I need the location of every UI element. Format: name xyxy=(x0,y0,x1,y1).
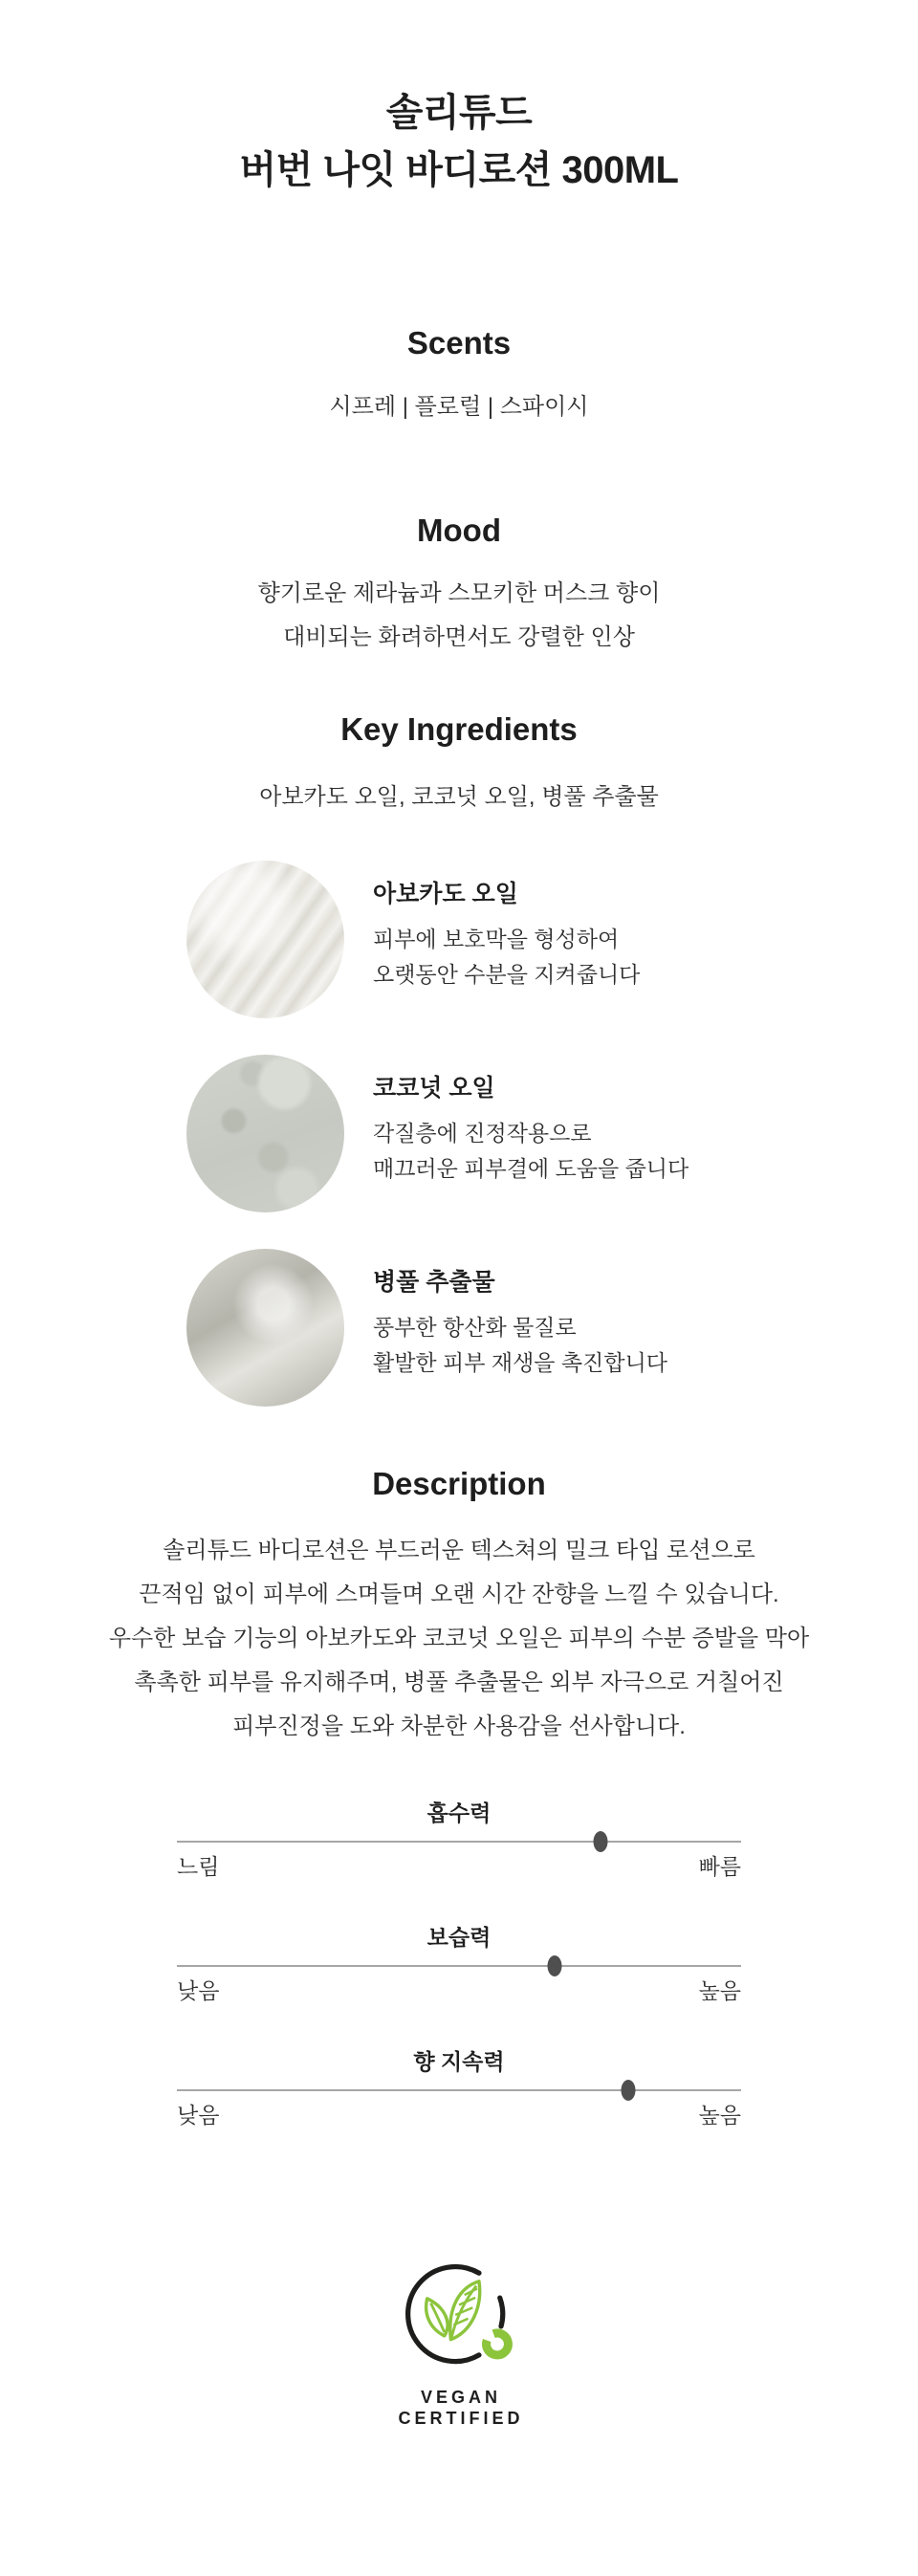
ingredient-name: 병풀 추출물 xyxy=(373,1269,495,1296)
slider-dot xyxy=(622,2080,636,2101)
key-ingredients-list xyxy=(0,861,918,1407)
slider-track xyxy=(177,1841,741,1843)
centella-extract-image xyxy=(186,1249,344,1407)
vegan-certified-badge xyxy=(0,2258,918,2429)
avocado-oil-image xyxy=(186,861,344,1018)
slider-scent-longevity xyxy=(177,2047,741,2129)
scents-heading: Scents xyxy=(406,325,512,360)
mood-text xyxy=(0,572,918,660)
slider-right-label: 빠름 xyxy=(698,1854,741,1879)
mood-heading: Mood xyxy=(417,513,501,548)
ingredient-description: 풍부한 항산화 물질로 활발한 피부 재생을 촉진합니다 xyxy=(373,1315,668,1375)
slider-dot xyxy=(548,1955,562,1976)
vegan-certified-label: VEGAN CERTIFIED xyxy=(398,2388,524,2428)
ingredient-name: 아보카도 오일 xyxy=(373,881,518,907)
slider-dot xyxy=(593,1831,607,1852)
slider-label: 향 지속력 xyxy=(413,2049,505,2074)
product-title-line1: 솔리튜드 xyxy=(385,92,533,134)
attribute-sliders xyxy=(0,1799,918,2129)
slider-absorbency xyxy=(177,1799,741,1881)
ingredient-row-centella-extract xyxy=(186,1249,918,1407)
key-ingredients-heading: Key Ingredients xyxy=(340,711,578,747)
slider-left-label: 낮음 xyxy=(177,2103,220,2128)
slider-label: 보습력 xyxy=(426,1925,492,1950)
scents-value: 시프레 | 플로럴 | 스파이시 xyxy=(329,394,589,420)
ingredient-row-avocado-oil xyxy=(186,861,918,1018)
ingredient-description: 각질층에 진정작용으로 매끄러운 피부결에 도움을 줍니다 xyxy=(373,1121,689,1181)
slider-track xyxy=(177,1965,741,1967)
description-heading: Description xyxy=(372,1466,546,1501)
mood-text-line1: 향기로운 제라늄과 스모키한 머스크 향이 xyxy=(257,580,661,606)
ingredient-description: 피부에 보호막을 형성하여 오랫동안 수분을 지켜줍니다 xyxy=(373,927,641,987)
slider-left-label: 낮음 xyxy=(177,1978,220,2003)
slider-right-label: 높음 xyxy=(698,1978,741,2003)
slider-right-label: 높음 xyxy=(698,2103,741,2128)
vegan-leaf-circle-icon xyxy=(399,2258,519,2372)
product-title-line2: 버번 나잇 바디로션 300ML xyxy=(239,149,679,191)
slider-track xyxy=(177,2089,741,2091)
ingredient-row-coconut-oil xyxy=(186,1055,918,1212)
slider-moisturizing xyxy=(177,1923,741,2005)
mood-text-line2: 대비되는 화려하면서도 강렬한 인상 xyxy=(283,624,635,650)
coconut-oil-image xyxy=(186,1055,344,1212)
description-text: 솔리튜드 바디로션은 부드러운 텍스쳐의 밀크 타입 로션으로 끈적임 없이 피부에 스며들며 오랜 시간 잔향을 느낄 수 있습니다. 우수한 보습 기능의 아보카도와 코코넛 오일은 피부의 수분 증발을 막아 촉촉한 피부를 유지해주며, 병풀 추출물은 외부 자극으로 거칠어진 피부진정을 도와 차분한 사용감을 선사합니다. xyxy=(108,1538,810,1739)
key-ingredients-summary: 아보카도 오일, 코코넛 오일, 병풀 추출물 xyxy=(259,784,659,810)
product-title xyxy=(0,0,918,199)
slider-left-label: 느림 xyxy=(177,1854,220,1879)
slider-label: 흡수력 xyxy=(426,1801,492,1825)
ingredient-name: 코코넛 오일 xyxy=(373,1075,495,1102)
